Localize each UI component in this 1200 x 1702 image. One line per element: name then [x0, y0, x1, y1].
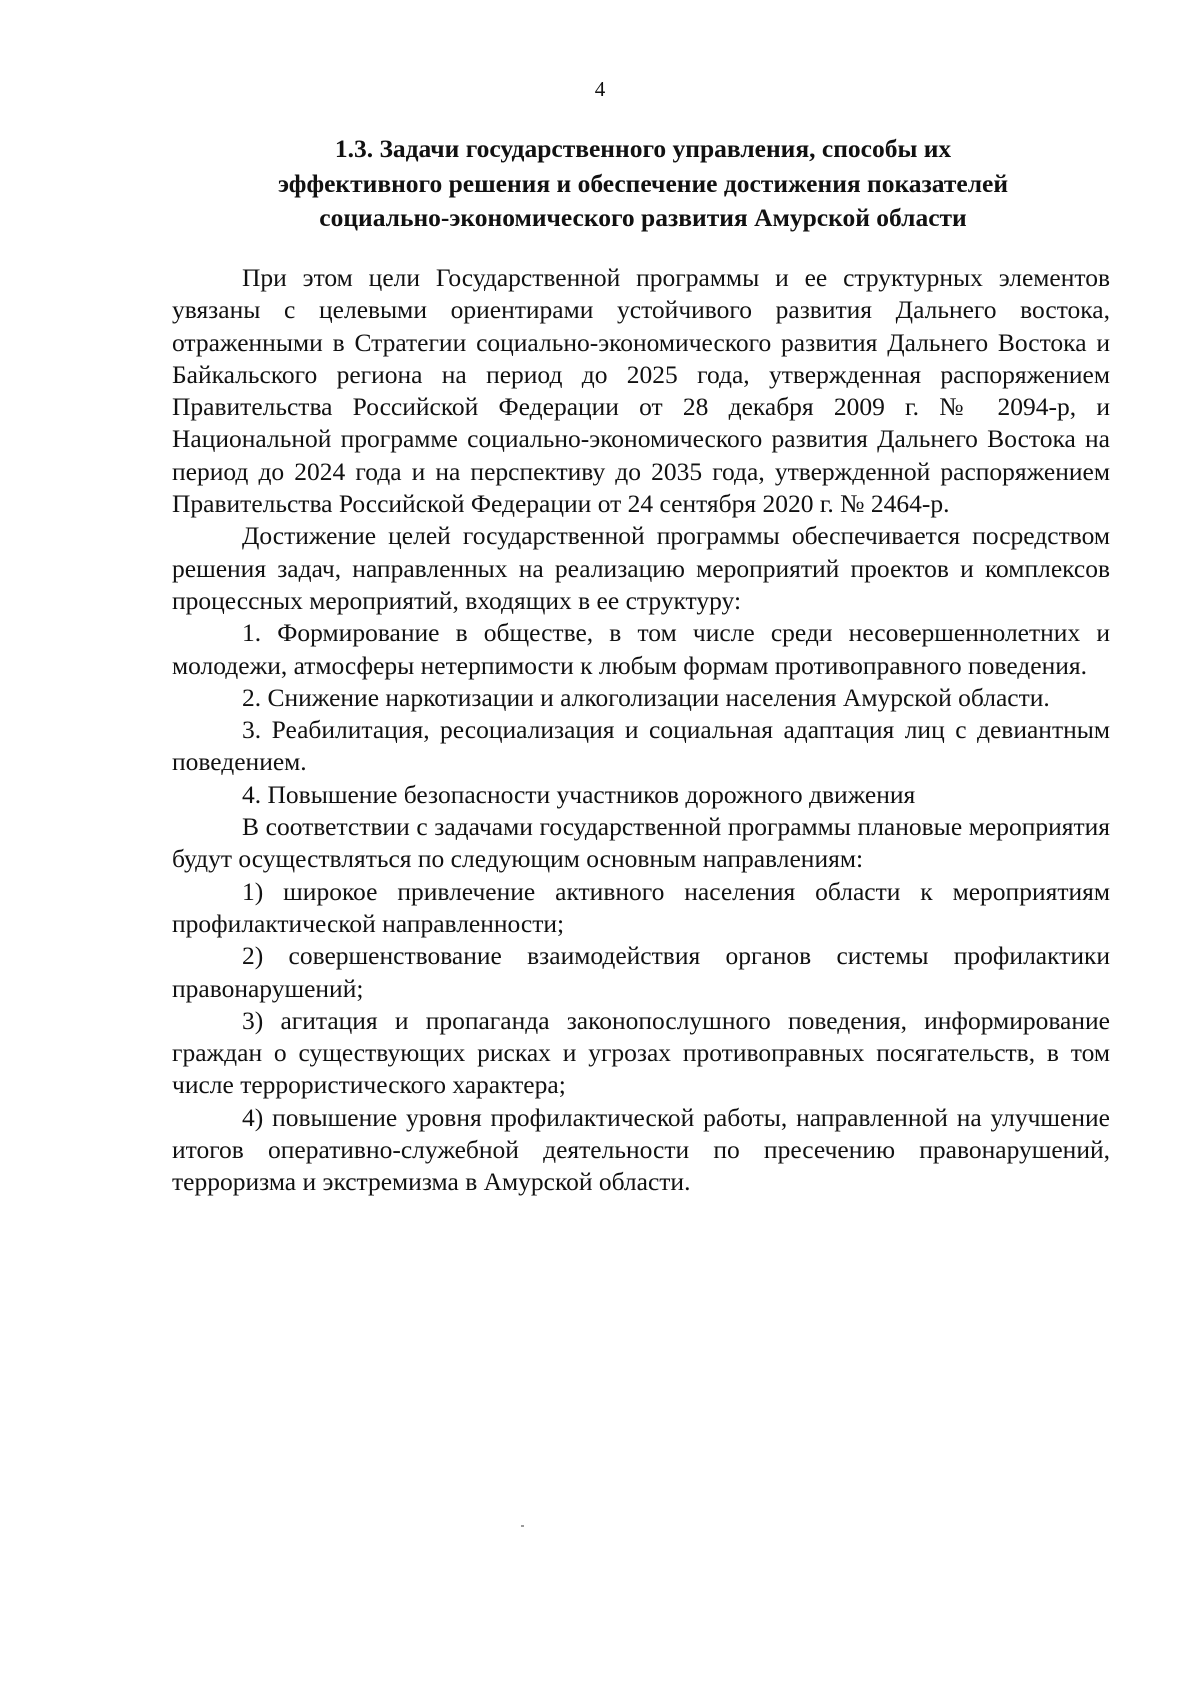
- task-item: 3. Реабилитация, ресоциализация и социальная адаптация лиц с девиантным поведением.: [172, 715, 1110, 777]
- task-item: 2. Снижение наркотизации и алкоголизации населения Амурской области.: [242, 682, 1050, 712]
- direction-item: 4) повышение уровня профилактической работы, направленной на улучшение итогов оперативно-служебной деятельности по пресечению правонарушений, терроризма и экстремизма в Амурской области.: [172, 1102, 1110, 1197]
- section-heading: [172, 132, 1114, 236]
- direction-item: 1) широкое привлечение активного населения области к мероприятиям профилактической направленности;: [172, 876, 1110, 938]
- page-number: 4: [594, 77, 606, 101]
- task-item: 1. Формирование в обществе, в том числе среди несовершеннолетних и молодежи, атмосферы нетерпимости к любым формам противоправного поведения.: [172, 618, 1110, 680]
- section-heading-line: социально-экономического развития Амурской области: [319, 203, 967, 232]
- direction-item: 2) совершенствование взаимодействия органов системы профилактики правонарушений;: [172, 941, 1110, 1003]
- scan-speck: [521, 1525, 524, 1527]
- body-text: [172, 262, 1110, 1199]
- task-item: 4. Повышение безопасности участников дорожного движения: [242, 779, 916, 809]
- direction-item: 3) агитация и пропаганда законопослушного поведения, информирование граждан о существующих рисках и угрозах противоправных посягательств, в том числе террористического характера;: [172, 1005, 1110, 1100]
- goals-paragraph: Достижение целей государственной программы обеспечивается посредством решения задач, направленных на реализацию мероприятий проектов и комплексов процессных мероприятий, входящих в ее структуру:: [172, 521, 1110, 615]
- intro-paragraph: При этом цели Государственной программы и ее структурных элементов увязаны с целевыми ориентирами устойчивого развития Дальнего востока, отраженными в Стратегии социально-экономического развития Дальнего Востока и Байкальского региона на период до 2025 года, утвержденная распоряжением Правительства Российской Федерации от 28 декабря 2009 г. № 2094-р, и Национальной программе социально-экономического развития Дальнего Востока на период до 2024 года и на перспективу до 2035 года, утвержденной распоряжением Правительства Российской Федерации от 24 сентября 2020 г. № 2464-р.: [172, 263, 1110, 519]
- directions-paragraph: В соответствии с задачами государственной программы плановые мероприятия будут осуществляться по следующим основным направлениям:: [172, 812, 1110, 874]
- section-heading-line: эффективного решения и обеспечение достижения показателей: [277, 168, 1009, 198]
- section-heading-line: 1.3. Задачи государственного управления, способы их: [334, 134, 952, 163]
